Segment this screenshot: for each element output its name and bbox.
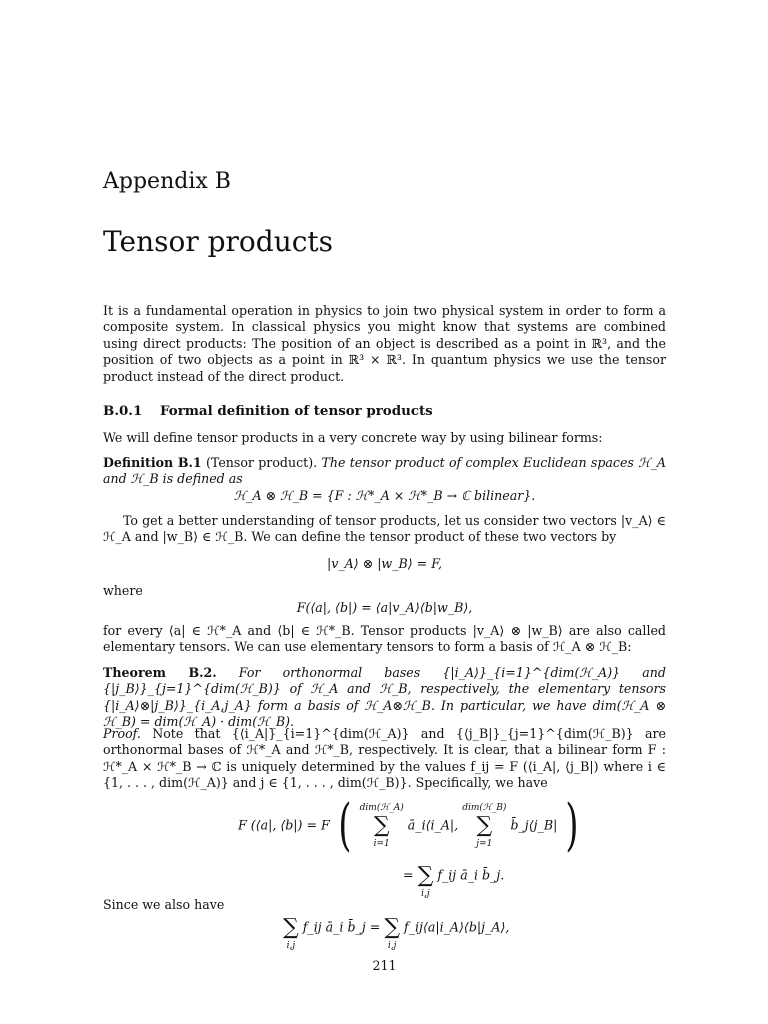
proof-eq3-left: f_ij ā_i b̄_j = (302, 919, 381, 935)
sum-2-upper: dim(ℋ_B) (462, 803, 507, 813)
sum-1-lower: i=1 (373, 839, 390, 849)
sigma-icon: ∑ (283, 915, 299, 940)
proof-block (103, 726, 666, 792)
proof-eq2-term: f_ij ā_i b̄_j. (437, 867, 505, 883)
section-lead (103, 430, 666, 446)
close-paren-icon: ) (565, 793, 579, 858)
sum-3 (418, 852, 434, 900)
definition-statement: The tensor product of complex Euclidean spaces ℋ_A and ℋ_B is defined as (103, 455, 666, 487)
definition-block (103, 455, 666, 488)
sum-3-lower: i,j (421, 889, 430, 899)
sum-1-upper: dim(ℋ_A) (359, 803, 404, 813)
proof-eq2-equals: = (403, 867, 414, 883)
proof-label: Proof. (103, 726, 141, 741)
sigma-icon: ∑ (384, 915, 401, 940)
definition-name: (Tensor product). (205, 455, 318, 470)
sum-2 (462, 802, 506, 850)
theorem-statement: For orthonormal bases {|i_A⟩}_{i=1}^{dim(ℋ_A)} and {|j_B⟩}_{j=1}^{dim(ℋ_B)} of ℋ_A and ℋ_B, respectively, the elementary tensors {|i_A⟩⊗|j_B⟩}_{i_A,j_A} form a basis of ℋ_A⊗ℋ_B. In particular, we have dim(ℋ_A ⊗ ℋ_B) = dim(ℋ_A) · dim(ℋ_B). (103, 665, 666, 730)
chapter-title: Tensor products (103, 225, 334, 258)
section-title: Formal definition of tensor products (160, 403, 433, 419)
sum-2-term: b̄_j⟨j_B| (510, 817, 558, 833)
open-paren-icon: ( (338, 793, 352, 858)
sum-1-term: ā_i⟨i_A|, (407, 817, 459, 833)
sigma-icon: ∑ (373, 813, 390, 838)
sigma-icon: ∑ (476, 813, 493, 838)
sum-5-lower: i,j (387, 941, 397, 951)
proof-text: Note that {⟨i_A|}_{i=1}^{dim(ℋ_A)} and {⟨j_B|}_{j=1}^{dim(ℋ_B)} are orthonormal bases of ℋ*_A and ℋ*_B, respectively. It is clear, that a bilinear form F : ℋ*_A × ℋ*_B → ℂ is uniquely determined by the values f_ij = F (⟨i_A|, ⟨j_B|) where i ∈ {1, . . . , dim(ℋ_A)} and j ∈ {1, . . . , dim(ℋ_B)}. Specifically, we have (103, 726, 666, 791)
proof-equation-1 (238, 793, 658, 858)
theorem-block (103, 665, 666, 731)
where-label (103, 583, 666, 599)
definition-label: Definition B.1 (103, 455, 202, 470)
since-text: Since we also have (103, 897, 225, 912)
section-number: B.0.1 (103, 403, 143, 419)
page (103, 0, 666, 1024)
chapter-label: Appendix B (103, 169, 231, 194)
paragraph-vectors (103, 513, 666, 546)
sum-4-lower: i,j (286, 941, 296, 951)
proof-eq3-right: f_ij⟨a|i_A⟩⟨b|j_A⟩, (404, 919, 510, 935)
sum-2-lower: j=1 (476, 839, 493, 849)
sigma-icon: ∑ (417, 863, 434, 888)
paragraph-elementary (103, 623, 666, 656)
proof-equation-2 (403, 852, 663, 900)
sum-4 (283, 904, 299, 952)
definition-equation: ℋ_A ⊗ ℋ_B = {F : ℋ*_A × ℋ*_B → ℂ bilinear}. (233, 488, 536, 503)
page-number: 211 (372, 958, 397, 973)
section-lead-text: We will define tensor products in a very concrete way by using bilinear forms: (103, 430, 603, 445)
tensor-vector-equation: |v_A⟩ ⊗ |w_B⟩ = F, (326, 556, 443, 571)
proof-eq-lhs: F (⟨a|, ⟨b|) = F (238, 817, 330, 833)
bilinear-equation: F(⟨a|, ⟨b|) = ⟨a|v_A⟩⟨b|w_B⟩, (296, 600, 473, 615)
proof-equation-3 (283, 904, 663, 952)
intro-text: It is a fundamental operation in physics to join two physical system in order to form a composite system. In classical physics you might know that systems are combined using direct products: The position of an object is described as a point in ℝ³, and the position of two objects as a point in ℝ³ × ℝ³. In quantum physics we use the tensor product instead of the direct product. (103, 303, 666, 384)
paragraph-elementary-text: for every ⟨a| ∈ ℋ*_A and ⟨b| ∈ ℋ*_B. Tensor products |v_A⟩ ⊗ |w_B⟩ are also called elementary tensors. We can use elementary tensors to form a basis of ℋ_A ⊗ ℋ_B: (103, 623, 666, 655)
intro-paragraph (103, 303, 666, 385)
paragraph-vectors-text: To get a better understanding of tensor products, let us consider two vectors |v_A⟩ ∈ ℋ_A and |w_B⟩ ∈ ℋ_B. We can define the tensor product of these two vectors by (103, 513, 666, 545)
sum-1 (360, 802, 404, 850)
section-heading (103, 403, 666, 419)
theorem-label: Theorem B.2. (103, 665, 217, 680)
sum-5 (384, 904, 400, 952)
where-text: where (103, 583, 143, 598)
